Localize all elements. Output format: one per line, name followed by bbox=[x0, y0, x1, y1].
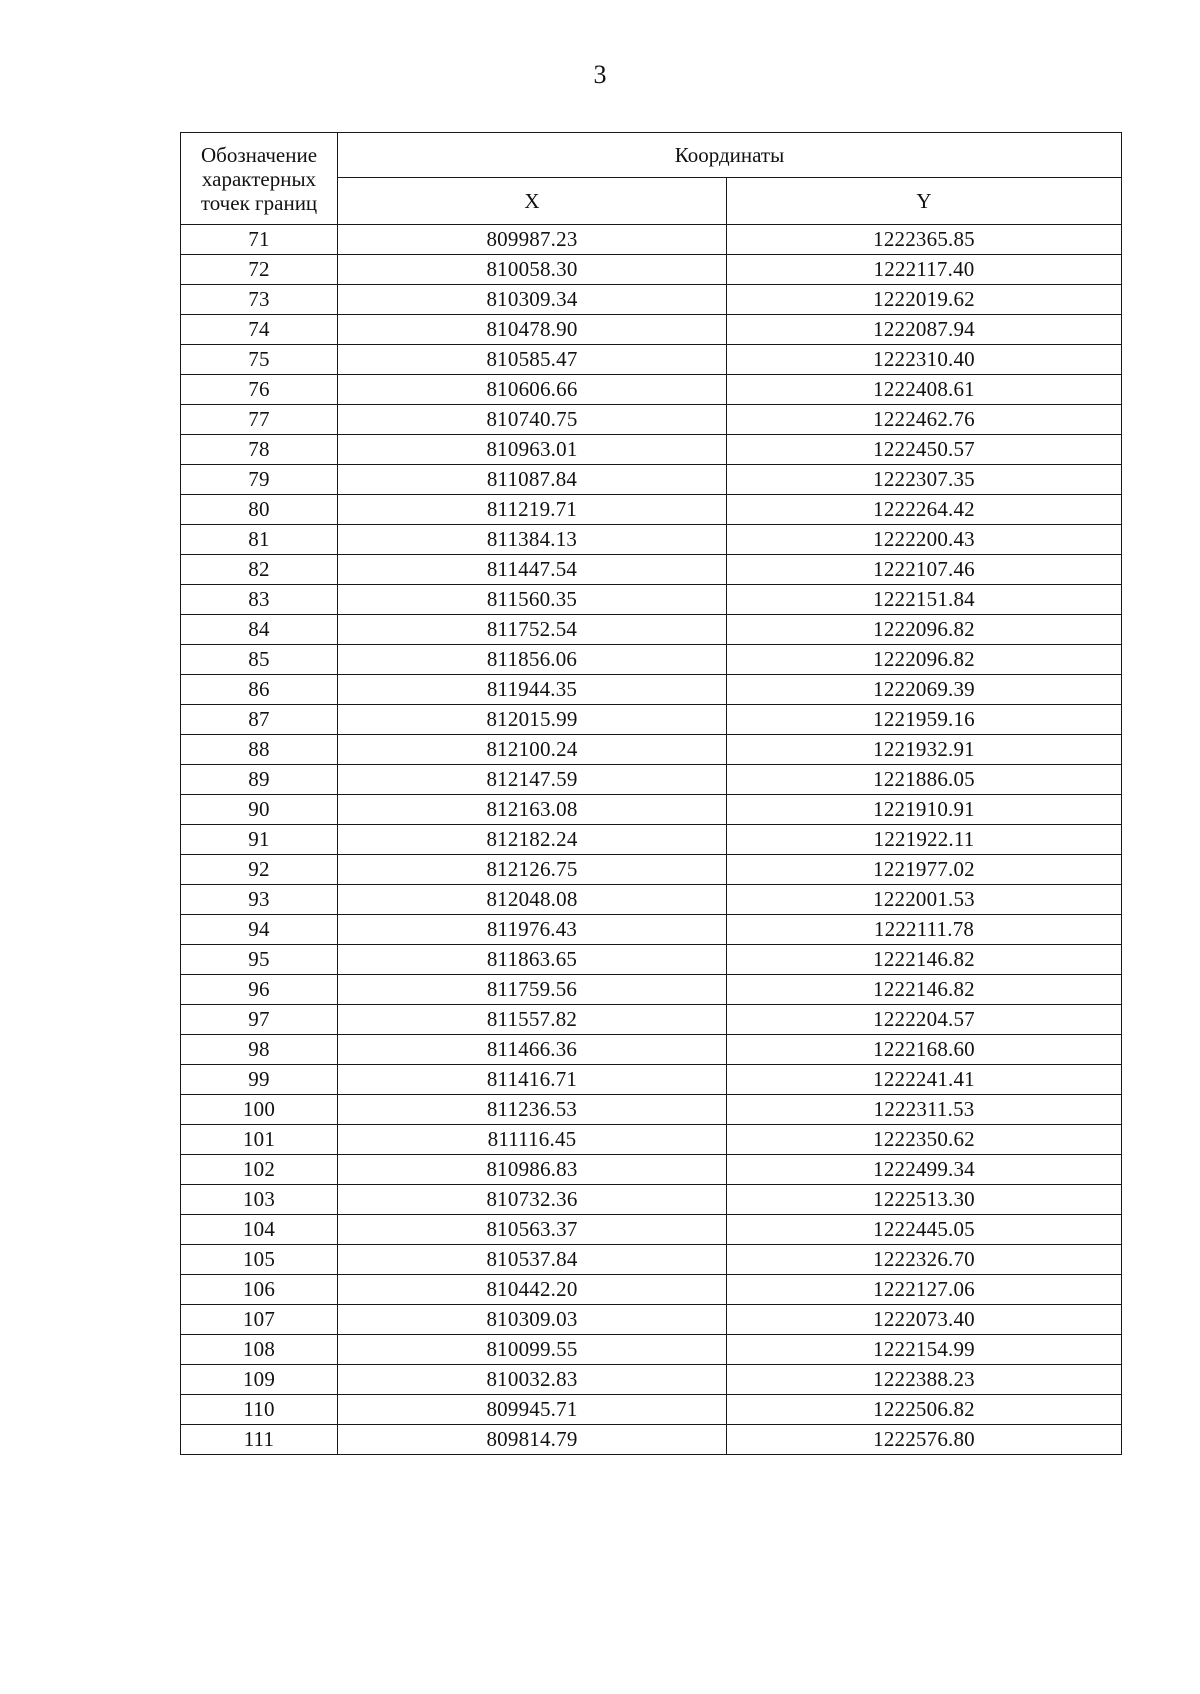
x-cell: 811219.71 bbox=[338, 495, 727, 525]
table-row bbox=[181, 675, 1122, 705]
table-row bbox=[181, 1065, 1122, 1095]
y-cell: 1222264.42 bbox=[727, 495, 1122, 525]
coordinates-table bbox=[180, 132, 1122, 1455]
x-cell: 810309.03 bbox=[338, 1305, 727, 1335]
x-cell: 811466.36 bbox=[338, 1035, 727, 1065]
y-cell: 1222408.61 bbox=[727, 375, 1122, 405]
x-cell: 810740.75 bbox=[338, 405, 727, 435]
point-cell: 97 bbox=[181, 1005, 338, 1035]
table-row bbox=[181, 1275, 1122, 1305]
point-cell: 102 bbox=[181, 1155, 338, 1185]
x-cell: 811447.54 bbox=[338, 555, 727, 585]
table-row bbox=[181, 1185, 1122, 1215]
point-cell: 72 bbox=[181, 255, 338, 285]
y-cell: 1222311.53 bbox=[727, 1095, 1122, 1125]
point-cell: 81 bbox=[181, 525, 338, 555]
y-cell: 1222576.80 bbox=[727, 1425, 1122, 1455]
point-cell: 100 bbox=[181, 1095, 338, 1125]
y-cell: 1222087.94 bbox=[727, 315, 1122, 345]
point-cell: 96 bbox=[181, 975, 338, 1005]
table-row bbox=[181, 705, 1122, 735]
x-cell: 810309.34 bbox=[338, 285, 727, 315]
table-row bbox=[181, 315, 1122, 345]
y-cell: 1222073.40 bbox=[727, 1305, 1122, 1335]
y-cell: 1222200.43 bbox=[727, 525, 1122, 555]
point-cell: 77 bbox=[181, 405, 338, 435]
x-cell: 811856.06 bbox=[338, 645, 727, 675]
point-cell: 107 bbox=[181, 1305, 338, 1335]
table-row bbox=[181, 645, 1122, 675]
x-cell: 811944.35 bbox=[338, 675, 727, 705]
point-cell: 90 bbox=[181, 795, 338, 825]
table-row bbox=[181, 1335, 1122, 1365]
table-row bbox=[181, 1395, 1122, 1425]
point-cell: 94 bbox=[181, 915, 338, 945]
x-cell: 812048.08 bbox=[338, 885, 727, 915]
table-row bbox=[181, 465, 1122, 495]
point-cell: 82 bbox=[181, 555, 338, 585]
y-cell: 1222146.82 bbox=[727, 975, 1122, 1005]
x-cell: 811752.54 bbox=[338, 615, 727, 645]
x-cell: 811236.53 bbox=[338, 1095, 727, 1125]
table-row bbox=[181, 915, 1122, 945]
point-cell: 88 bbox=[181, 735, 338, 765]
y-cell: 1222350.62 bbox=[727, 1125, 1122, 1155]
x-cell: 811116.45 bbox=[338, 1125, 727, 1155]
page-number: 3 bbox=[593, 60, 607, 89]
y-cell: 1222365.85 bbox=[727, 225, 1122, 255]
table-row bbox=[181, 885, 1122, 915]
table-row bbox=[181, 525, 1122, 555]
table-row bbox=[181, 285, 1122, 315]
table-row bbox=[181, 435, 1122, 465]
point-cell: 74 bbox=[181, 315, 338, 345]
x-cell: 810058.30 bbox=[338, 255, 727, 285]
y-cell: 1221922.11 bbox=[727, 825, 1122, 855]
y-header: Y bbox=[727, 178, 1122, 225]
point-cell: 73 bbox=[181, 285, 338, 315]
point-cell: 101 bbox=[181, 1125, 338, 1155]
table-row bbox=[181, 975, 1122, 1005]
table-row bbox=[181, 1005, 1122, 1035]
x-cell: 810099.55 bbox=[338, 1335, 727, 1365]
table-row bbox=[181, 1125, 1122, 1155]
point-cell: 95 bbox=[181, 945, 338, 975]
table-row bbox=[181, 345, 1122, 375]
point-cell: 87 bbox=[181, 705, 338, 735]
table-row bbox=[181, 765, 1122, 795]
point-cell: 71 bbox=[181, 225, 338, 255]
x-cell: 812126.75 bbox=[338, 855, 727, 885]
table-row bbox=[181, 1245, 1122, 1275]
y-cell: 1222450.57 bbox=[727, 435, 1122, 465]
point-cell: 110 bbox=[181, 1395, 338, 1425]
x-cell: 809945.71 bbox=[338, 1395, 727, 1425]
x-cell: 810442.20 bbox=[338, 1275, 727, 1305]
y-cell: 1222096.82 bbox=[727, 645, 1122, 675]
x-cell: 809814.79 bbox=[338, 1425, 727, 1455]
point-cell: 86 bbox=[181, 675, 338, 705]
table-row bbox=[181, 735, 1122, 765]
point-cell: 111 bbox=[181, 1425, 338, 1455]
table-row bbox=[181, 495, 1122, 525]
y-cell: 1222117.40 bbox=[727, 255, 1122, 285]
table-row bbox=[181, 1425, 1122, 1455]
y-cell: 1222241.41 bbox=[727, 1065, 1122, 1095]
y-cell: 1222107.46 bbox=[727, 555, 1122, 585]
x-cell: 811759.56 bbox=[338, 975, 727, 1005]
y-cell: 1221932.91 bbox=[727, 735, 1122, 765]
x-cell: 811976.43 bbox=[338, 915, 727, 945]
y-cell: 1221910.91 bbox=[727, 795, 1122, 825]
point-cell: 78 bbox=[181, 435, 338, 465]
y-cell: 1222462.76 bbox=[727, 405, 1122, 435]
x-cell: 811863.65 bbox=[338, 945, 727, 975]
y-cell: 1221959.16 bbox=[727, 705, 1122, 735]
point-cell: 89 bbox=[181, 765, 338, 795]
y-cell: 1222069.39 bbox=[727, 675, 1122, 705]
y-cell: 1221886.05 bbox=[727, 765, 1122, 795]
table-row bbox=[181, 1305, 1122, 1335]
table-row bbox=[181, 825, 1122, 855]
table-row bbox=[181, 795, 1122, 825]
table-row bbox=[181, 255, 1122, 285]
point-cell: 109 bbox=[181, 1365, 338, 1395]
y-cell: 1222154.99 bbox=[727, 1335, 1122, 1365]
point-cell: 75 bbox=[181, 345, 338, 375]
table-body bbox=[181, 225, 1122, 1455]
table-row bbox=[181, 1095, 1122, 1125]
x-cell: 812147.59 bbox=[338, 765, 727, 795]
point-cell: 93 bbox=[181, 885, 338, 915]
table-row bbox=[181, 1035, 1122, 1065]
y-cell: 1222499.34 bbox=[727, 1155, 1122, 1185]
y-cell: 1222096.82 bbox=[727, 615, 1122, 645]
table-row bbox=[181, 1215, 1122, 1245]
y-cell: 1222127.06 bbox=[727, 1275, 1122, 1305]
point-cell: 80 bbox=[181, 495, 338, 525]
table-row bbox=[181, 555, 1122, 585]
y-cell: 1222151.84 bbox=[727, 585, 1122, 615]
table-row bbox=[181, 225, 1122, 255]
table-row bbox=[181, 945, 1122, 975]
x-cell: 810032.83 bbox=[338, 1365, 727, 1395]
x-cell: 810563.37 bbox=[338, 1215, 727, 1245]
y-cell: 1221977.02 bbox=[727, 855, 1122, 885]
x-header: X bbox=[338, 178, 727, 225]
x-cell: 811560.35 bbox=[338, 585, 727, 615]
point-cell: 85 bbox=[181, 645, 338, 675]
point-cell: 76 bbox=[181, 375, 338, 405]
y-cell: 1222445.05 bbox=[727, 1215, 1122, 1245]
x-cell: 810585.47 bbox=[338, 345, 727, 375]
point-cell: 106 bbox=[181, 1275, 338, 1305]
point-cell: 83 bbox=[181, 585, 338, 615]
x-cell: 809987.23 bbox=[338, 225, 727, 255]
point-cell: 103 bbox=[181, 1185, 338, 1215]
x-cell: 812100.24 bbox=[338, 735, 727, 765]
y-cell: 1222168.60 bbox=[727, 1035, 1122, 1065]
x-cell: 810606.66 bbox=[338, 375, 727, 405]
x-cell: 811087.84 bbox=[338, 465, 727, 495]
x-cell: 810963.01 bbox=[338, 435, 727, 465]
y-cell: 1222326.70 bbox=[727, 1245, 1122, 1275]
point-header: Обозначение характерных точек границ bbox=[181, 133, 338, 225]
table-row bbox=[181, 585, 1122, 615]
x-cell: 812015.99 bbox=[338, 705, 727, 735]
table-row bbox=[181, 615, 1122, 645]
x-cell: 810478.90 bbox=[338, 315, 727, 345]
y-cell: 1222019.62 bbox=[727, 285, 1122, 315]
x-cell: 811557.82 bbox=[338, 1005, 727, 1035]
x-cell: 810537.84 bbox=[338, 1245, 727, 1275]
y-cell: 1222146.82 bbox=[727, 945, 1122, 975]
y-cell: 1222506.82 bbox=[727, 1395, 1122, 1425]
y-cell: 1222111.78 bbox=[727, 915, 1122, 945]
point-cell: 108 bbox=[181, 1335, 338, 1365]
x-cell: 811416.71 bbox=[338, 1065, 727, 1095]
point-cell: 79 bbox=[181, 465, 338, 495]
table-row bbox=[181, 1155, 1122, 1185]
y-cell: 1222388.23 bbox=[727, 1365, 1122, 1395]
point-cell: 105 bbox=[181, 1245, 338, 1275]
point-cell: 104 bbox=[181, 1215, 338, 1245]
y-cell: 1222001.53 bbox=[727, 885, 1122, 915]
y-cell: 1222513.30 bbox=[727, 1185, 1122, 1215]
table-row bbox=[181, 855, 1122, 885]
x-cell: 810732.36 bbox=[338, 1185, 727, 1215]
x-cell: 810986.83 bbox=[338, 1155, 727, 1185]
point-cell: 92 bbox=[181, 855, 338, 885]
table-row bbox=[181, 1365, 1122, 1395]
point-cell: 99 bbox=[181, 1065, 338, 1095]
y-cell: 1222307.35 bbox=[727, 465, 1122, 495]
x-cell: 812182.24 bbox=[338, 825, 727, 855]
x-cell: 812163.08 bbox=[338, 795, 727, 825]
x-cell: 811384.13 bbox=[338, 525, 727, 555]
coordinates-header: Координаты bbox=[338, 133, 1122, 178]
point-cell: 84 bbox=[181, 615, 338, 645]
y-cell: 1222204.57 bbox=[727, 1005, 1122, 1035]
point-cell: 91 bbox=[181, 825, 338, 855]
point-cell: 98 bbox=[181, 1035, 338, 1065]
table-row bbox=[181, 375, 1122, 405]
y-cell: 1222310.40 bbox=[727, 345, 1122, 375]
table-row bbox=[181, 405, 1122, 435]
